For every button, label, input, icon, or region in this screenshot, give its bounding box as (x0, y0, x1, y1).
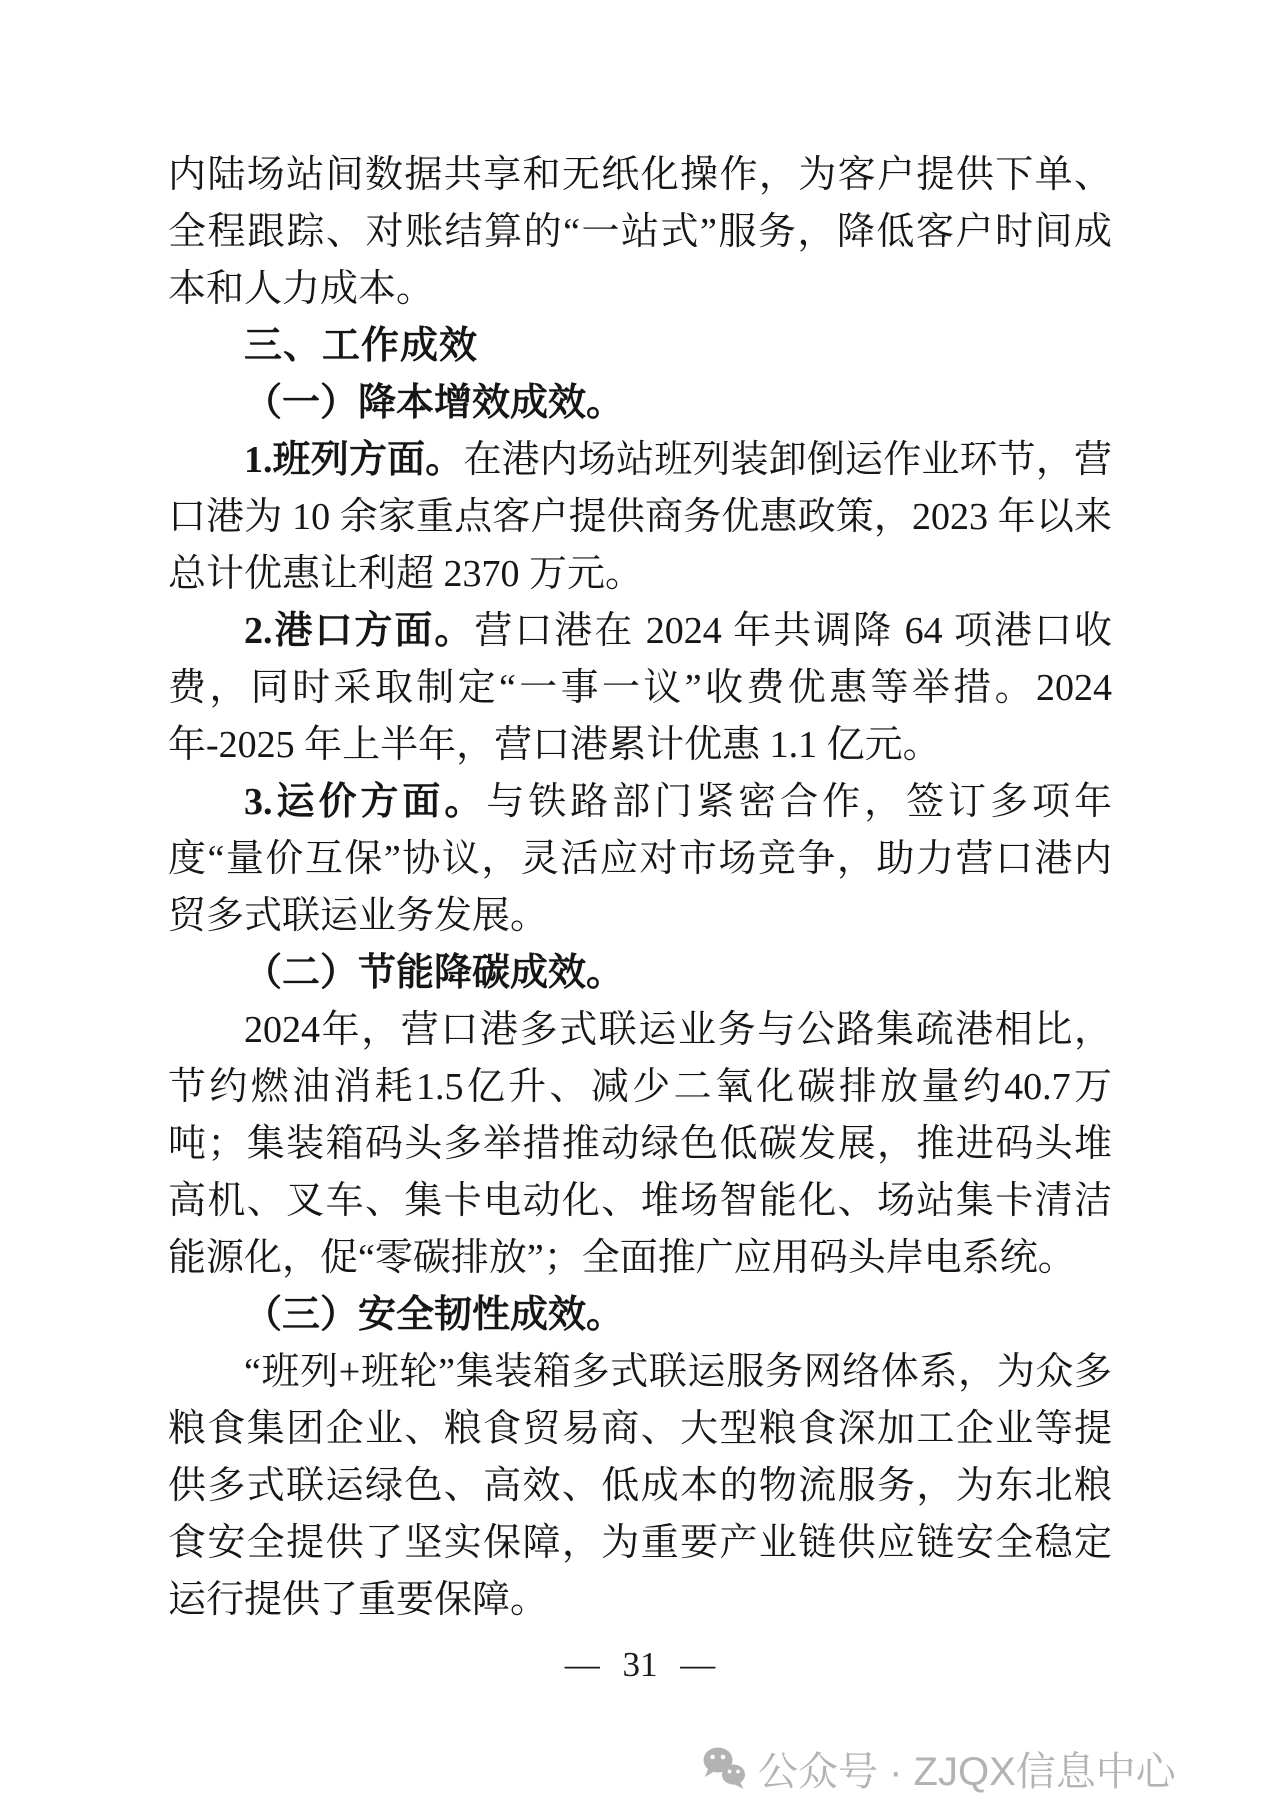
watermark-footer (700, 1740, 1176, 1797)
paragraph-text: 营口港在 2024 年共调降 64 项港口收费，同时采取制定“一事一议”收费优惠等举措。2024 年-2025 年上半年，营口港累计优惠 1.1 亿元。 (168, 610, 1112, 766)
page-number: — 31 — (564, 1645, 716, 1684)
paragraph-lead: 1.班列方面。 (244, 439, 464, 481)
paragraph-body-2: “班列+班轮”集装箱多式联运服务网络体系，为众多粮食集团企业、粮食贸易商、大型粮食深加工企业等提供多式联运绿色、高效、低成本的物流服务，为东北粮食安全提供了坚实保障，为重要产业链供应链安全稳定运行提供了重要保障。 (168, 1351, 1112, 1621)
paragraph-text: 在港内场站班列装卸倒运作业环节，营口港为 10 余家重点客户提供商务优惠政策，2023 年以来总计优惠让利超 2370 万元。 (168, 439, 1112, 595)
subsection-heading-1: （一）降本增效成效。 (244, 382, 625, 424)
subsection-heading-2: （二）节能降碳成效。 (244, 952, 625, 994)
paragraph-continuation: 内陆场站间数据共享和无纸化操作，为客户提供下单、全程跟踪、对账结算的“一站式”服务，降低客户时间成本和人力成本。 (168, 154, 1112, 310)
paragraph-lead: 3.运价方面。 (244, 781, 487, 823)
wechat-icon (700, 1745, 748, 1793)
paragraph-numbered-1 (168, 432, 1112, 603)
paragraph-numbered-2 (168, 603, 1112, 774)
paragraph-numbered-3 (168, 774, 1112, 945)
section-heading: 三、工作成效 (244, 325, 479, 367)
document-body (168, 147, 1112, 1629)
paragraph-body-1: 2024年，营口港多式联运业务与公路集疏港相比，节约燃油消耗1.5亿升、减少二氧化碳排放量约40.7万吨；集装箱码头多举措推动绿色低碳发展，推进码头堆高机、叉车、集卡电动化、堆场智能化、场站集卡清洁能源化，促“零碳排放”；全面推广应用码头岸电系统。 (168, 1009, 1112, 1279)
watermark-text: 公众号 · ZJQX信息中心 (758, 1750, 1176, 1794)
paragraph-lead: 2.港口方面。 (244, 610, 475, 652)
subsection-heading-3: （三）安全韧性成效。 (244, 1294, 625, 1336)
paragraph-text: 与铁路部门紧密合作，签订多项年度“量价互保”协议，灵活应对市场竞争，助力营口港内贸多式联运业务发展。 (168, 781, 1112, 937)
